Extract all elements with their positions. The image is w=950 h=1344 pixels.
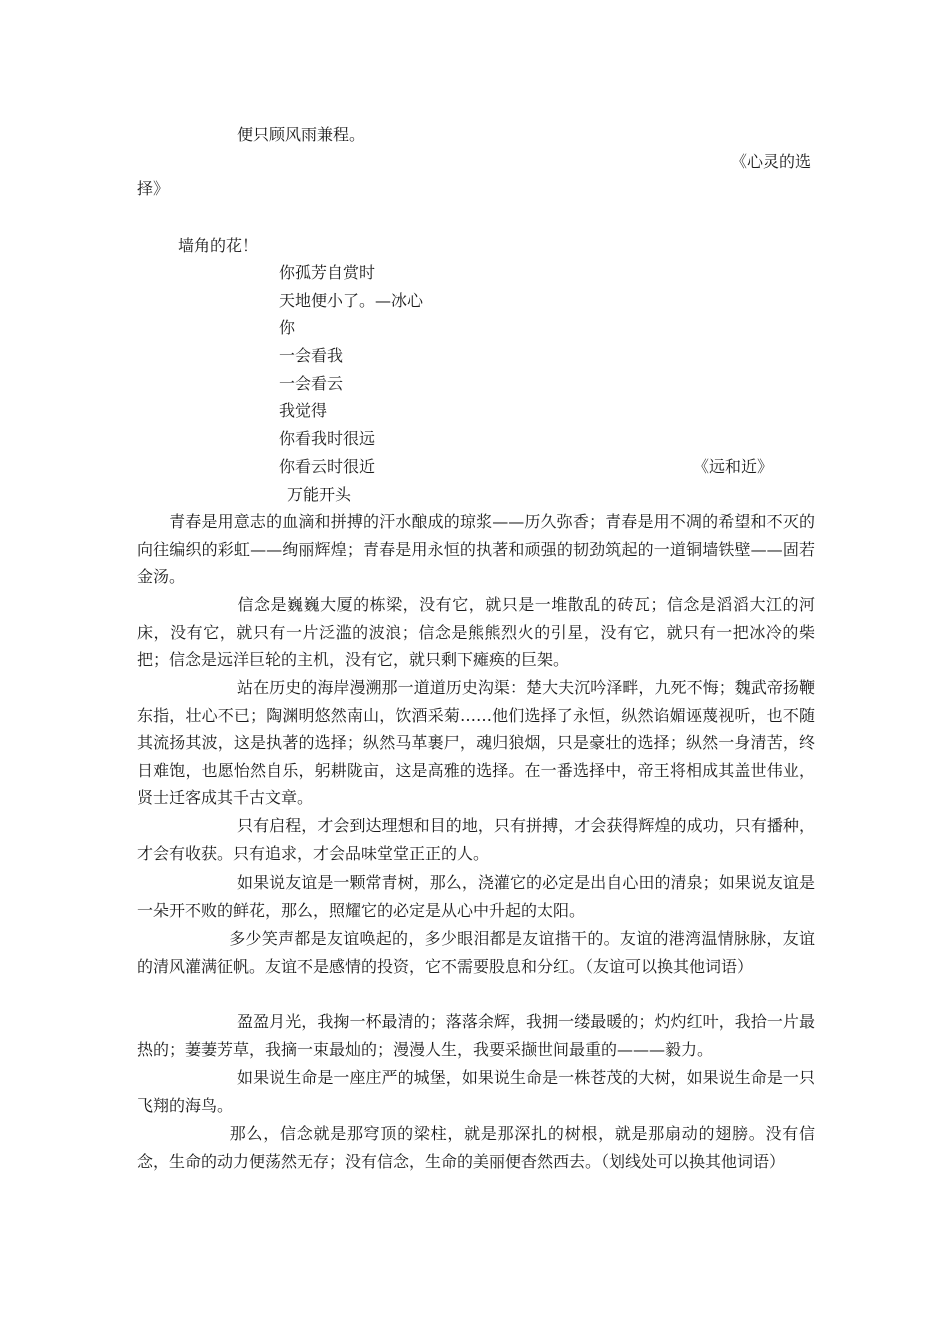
paragraph: 如果说生命是一座庄严的城堡，如果说生命是一株苍茂的大树，如果说生命是一只飞翔的海鸟。 <box>137 1068 815 1115</box>
paragraph: 盈盈月光，我掬一杯最清的；落落余辉，我拥一缕最暖的；灼灼红叶，我拾一片最热的；萋萋芳草，我摘一束最灿的；漫漫人生，我要采撷世间最重的———毅力。 <box>137 1012 815 1059</box>
poem-line: 你看我时很远 <box>279 429 376 448</box>
poem-line: 你看云时很近 <box>279 457 376 476</box>
poem-line: 我觉得 <box>279 401 328 420</box>
paragraph: 那么，信念就是那穹顶的梁柱，就是那深扎的树根，就是那扇动的翅膀。没有信念，生命的动力便荡然无存；没有信念，生命的美丽便杳然西去。（划线处可以换其他词语） <box>137 1124 815 1171</box>
paragraph: 青春是用意志的血滴和拼搏的汗水酿成的琼浆——历久弥香；青春是用不凋的希望和不灭的向往编织的彩虹——绚丽辉煌；青春是用永恒的执著和顽强的韧劲筑起的一道铜墙铁壁——固若金汤。 <box>137 512 815 587</box>
paragraph: 如果说友谊是一颗常青树，那么，浇灌它的必定是出自心田的清泉；如果说友谊是一朵开不败的鲜花，那么，照耀它的必定是从心中升起的太阳。 <box>137 873 815 920</box>
poem-title: 墙角的花！ <box>178 236 259 255</box>
poem-line: 一会看云 <box>279 374 344 393</box>
source-citation-continued: 择》 <box>137 179 170 198</box>
poem-line: 天地便小了。—冰心 <box>279 291 424 310</box>
poem-line: 你孤芳自赏时 <box>279 263 376 282</box>
poem-line: 你 <box>279 318 296 337</box>
top-line: 便只顾风雨兼程。 <box>237 125 366 144</box>
paragraph: 只有启程，才会到达理想和目的地，只有拼搏，才会获得辉煌的成功，只有播种，才会有收获。只有追求，才会品味堂堂正正的人。 <box>137 816 815 863</box>
paragraph: 多少笑声都是友谊唤起的，多少眼泪都是友谊揩干的。友谊的港湾温情脉脉，友谊的清风灌满征帆。友谊不是感情的投资，它不需要股息和分红。（友谊可以换其他词语） <box>137 929 815 976</box>
section-heading: 万能开头 <box>287 485 352 504</box>
paragraph: 信念是巍巍大厦的栋梁，没有它，就只是一堆散乱的砖瓦；信念是滔滔大江的河床，没有它，就只有一片泛滥的波浪；信念是熊熊烈火的引星，没有它，就只有一把冰冷的柴把；信念是远洋巨轮的主机，没有它，就只剩下瘫痪的巨架。 <box>137 595 815 670</box>
paragraph: 站在历史的海岸漫溯那一道道历史沟渠：楚大夫沉吟泽畔，九死不悔；魏武帝扬鞭东指，壮心不已；陶渊明悠然南山，饮酒采菊……他们选择了永恒，纵然谄媚诬蔑视听，也不随其流扬其波，这是执著的选择；纵然马革裹尸，魂归狼烟，只是豪壮的选择；纵然一身清苦，终日难饱，也愿怡然自乐，躬耕陇亩，这是高雅的选择。在一番选择中，帝王将相成其盖世伟业，贤士迁客成其千古文章。 <box>137 678 815 808</box>
source-citation: 《心灵的选 <box>731 152 812 171</box>
poem-line: 一会看我 <box>279 346 344 365</box>
poem-source: 《远和近》 <box>693 457 774 476</box>
